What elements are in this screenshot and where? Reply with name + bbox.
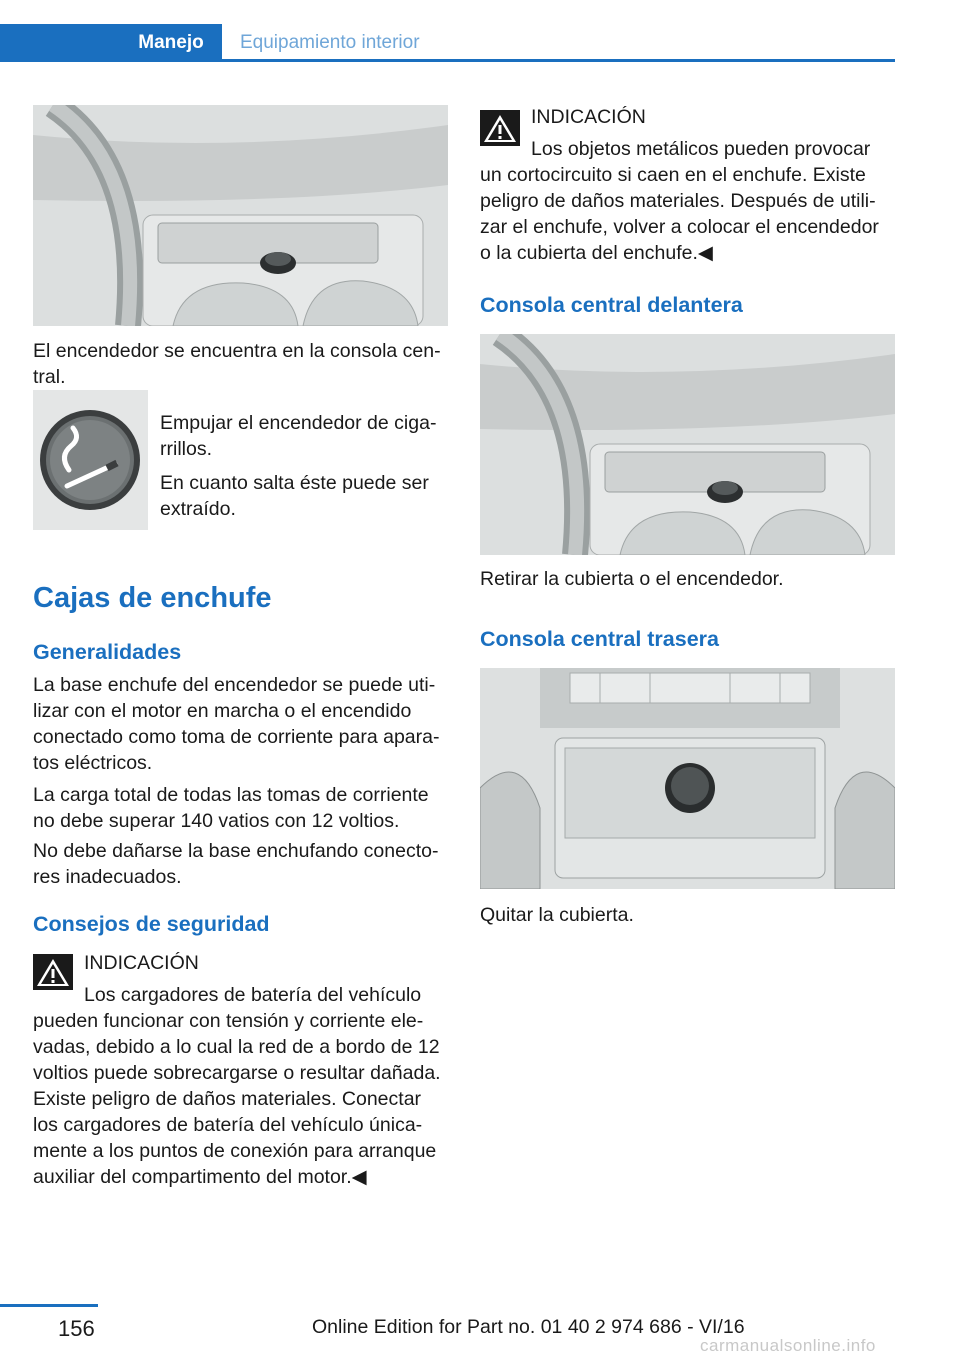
rear-console-heading: Consola central trasera bbox=[480, 627, 719, 651]
lighter-location-caption: El encendedor se encuentra en la consola central. bbox=[33, 340, 441, 388]
note-label-right: INDICACIÓN bbox=[531, 106, 646, 128]
header-rule bbox=[0, 59, 895, 62]
front-console-photo bbox=[33, 105, 448, 326]
watermark-brand: carmanualsonline.info bbox=[700, 1336, 876, 1355]
general-paragraph-3: No debe dañarse la base enchufando conectores inadecuados. bbox=[33, 840, 439, 888]
note-label-left: INDICACIÓN bbox=[84, 952, 199, 974]
pull-lighter-text: En cuanto salta éste puede ser extraído. bbox=[160, 472, 429, 520]
note-text-left: Los cargadores de batería del vehículo pueden funcionar con tensión y corriente elevadas, debido a lo cual la red de a bordo de 12 voltios puede sobrecargarse o resultar dañada. Existe peligro de daños materiales. Conectar los cargadores de batería del vehículo únicamente a los puntos de conexión para arranque auxiliar del compartimento del motor.◀ bbox=[33, 984, 441, 1188]
section-title: Cajas de enchufe bbox=[33, 582, 272, 614]
note-text-right: Los objetos metálicos pueden provocar un cortocircuito si caen en el enchufe. Existe peligro de daños materiales. Después de utilizar el enchufe, volver a colocar el encendedor o la cubierta del enchufe.◀ bbox=[480, 138, 879, 264]
cigarette-lighter-icon bbox=[33, 390, 148, 530]
front-console-photo bbox=[480, 334, 895, 555]
push-lighter-text: Empujar el encendedor de cigarrillos. bbox=[160, 412, 437, 460]
general-paragraph-2: La carga total de todas las tomas de corriente no debe superar 140 vatios con 12 voltios. bbox=[33, 784, 429, 832]
edition-text: Online Edition for Part no. 01 40 2 974 686 - VI/16 bbox=[312, 1316, 745, 1338]
header-tab-chapter[interactable]: Manejo bbox=[120, 24, 222, 62]
general-heading: Generalidades bbox=[33, 640, 182, 664]
rear-console-photo bbox=[480, 668, 895, 889]
general-paragraph-1: La base enchufe del encendedor se puede utilizar con el motor en marcha o el encendido conectado como toma de corriente para aparatos eléctricos. bbox=[33, 674, 440, 774]
page-number: 156 bbox=[58, 1316, 95, 1341]
header-tab-section[interactable]: Equipamiento interior bbox=[240, 32, 420, 53]
footer-rule bbox=[0, 1304, 98, 1307]
safety-heading: Consejos de seguridad bbox=[33, 912, 270, 936]
rear-console-caption: Quitar la cubierta. bbox=[480, 904, 634, 926]
front-console-heading: Consola central delantera bbox=[480, 293, 743, 317]
header-accent-block bbox=[0, 24, 120, 62]
front-console-caption: Retirar la cubierta o el encendedor. bbox=[480, 568, 784, 590]
